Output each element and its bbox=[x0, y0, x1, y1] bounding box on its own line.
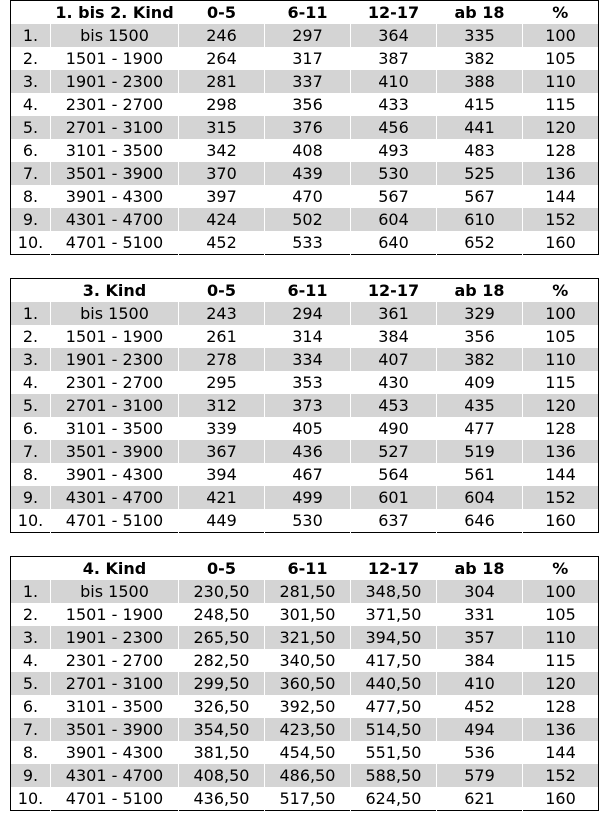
row-number: 2. bbox=[22, 49, 39, 68]
table-row bbox=[11, 509, 599, 533]
table-cell: 533 bbox=[265, 231, 351, 255]
row-number: 3. bbox=[11, 70, 51, 93]
table-cell: 152 bbox=[523, 208, 599, 231]
row-number: 1. bbox=[11, 580, 51, 603]
table-row bbox=[11, 787, 599, 811]
table-cell: 394 bbox=[179, 463, 265, 486]
table-cell: 604 bbox=[351, 208, 437, 231]
table-row bbox=[11, 649, 599, 672]
header-cell: 3. Kind bbox=[82, 281, 147, 300]
table-cell: 115 bbox=[523, 93, 599, 116]
table-cell: 392,50 bbox=[265, 695, 351, 718]
table-cell: 248,50 bbox=[179, 603, 265, 626]
table-cell: 456 bbox=[351, 116, 437, 139]
header-cell bbox=[11, 557, 51, 581]
table-row bbox=[11, 440, 599, 463]
row-number: 10. bbox=[17, 233, 44, 252]
header-cell: 12-17 bbox=[367, 559, 420, 578]
row-number: 6. bbox=[22, 141, 39, 160]
income-range: 4701 - 5100 bbox=[51, 231, 179, 255]
row-number: 9. bbox=[11, 208, 51, 231]
table-cell: 436 bbox=[265, 440, 351, 463]
table-cell: 441 bbox=[437, 116, 523, 139]
table-cell: 264 bbox=[179, 47, 265, 70]
table-cell: 527 bbox=[351, 440, 437, 463]
header-cell: 12-17 bbox=[367, 281, 420, 300]
table-cell: 410 bbox=[437, 672, 523, 695]
table-cell: 551,50 bbox=[351, 741, 437, 764]
table-row bbox=[11, 371, 599, 394]
table-cell: 430 bbox=[351, 371, 437, 394]
table-cell: 470 bbox=[265, 185, 351, 208]
table-cell: 436,50 bbox=[179, 787, 265, 811]
row-number: 3. bbox=[11, 626, 51, 649]
table-cell: 454,50 bbox=[265, 741, 351, 764]
income-range: bis 1500 bbox=[51, 580, 179, 603]
income-range: 3901 - 4300 bbox=[51, 741, 179, 764]
table-cell: 415 bbox=[437, 93, 523, 116]
table-cell: 601 bbox=[351, 486, 437, 509]
table-cell: 453 bbox=[351, 394, 437, 417]
table-row bbox=[11, 741, 599, 764]
table-cell: 315 bbox=[179, 116, 265, 139]
row-number: 8. bbox=[22, 743, 39, 762]
income-range: 1501 - 1900 bbox=[51, 325, 179, 348]
table-cell: 281 bbox=[179, 70, 265, 93]
table-cell: 120 bbox=[523, 394, 599, 417]
table-cell: 281,50 bbox=[265, 580, 351, 603]
table-cell: 356 bbox=[437, 325, 523, 348]
row-number: 4. bbox=[22, 373, 39, 392]
table-cell: 136 bbox=[523, 440, 599, 463]
table-cell: 278 bbox=[179, 348, 265, 371]
table-cell: 110 bbox=[523, 626, 599, 649]
table-cell: 394,50 bbox=[351, 626, 437, 649]
table-cell: 561 bbox=[437, 463, 523, 486]
header-cell: ab 18 bbox=[454, 3, 505, 22]
table-cell: 301,50 bbox=[265, 603, 351, 626]
table-cell: 525 bbox=[437, 162, 523, 185]
header-cell: 1. bis 2. Kind bbox=[55, 3, 174, 22]
table-row bbox=[11, 580, 599, 603]
table-row bbox=[11, 626, 599, 649]
table-cell: 298 bbox=[179, 93, 265, 116]
table-cell: 120 bbox=[523, 116, 599, 139]
table-cell: 433 bbox=[351, 93, 437, 116]
income-range: 3901 - 4300 bbox=[51, 463, 179, 486]
table-cell: 246 bbox=[179, 24, 265, 47]
table-cell: 382 bbox=[437, 348, 523, 371]
table-cell: 317 bbox=[265, 47, 351, 70]
income-range: 4301 - 4700 bbox=[51, 764, 179, 787]
table-cell: 376 bbox=[265, 116, 351, 139]
table-cell: 282,50 bbox=[179, 649, 265, 672]
income-range: 3101 - 3500 bbox=[51, 139, 179, 162]
table-cell: 579 bbox=[437, 764, 523, 787]
table-cell: 409 bbox=[437, 371, 523, 394]
table-cell: 128 bbox=[523, 139, 599, 162]
table-cell: 490 bbox=[351, 417, 437, 440]
income-range: 3501 - 3900 bbox=[51, 718, 179, 741]
income-range: 1901 - 2300 bbox=[51, 348, 179, 371]
table-cell: 110 bbox=[523, 348, 599, 371]
table-cell: 261 bbox=[179, 325, 265, 348]
table-cell: 100 bbox=[523, 24, 599, 47]
row-number: 10. bbox=[17, 789, 44, 808]
table-cell: 364 bbox=[351, 24, 437, 47]
row-number: 10. bbox=[17, 511, 44, 530]
table-cell: 339 bbox=[179, 417, 265, 440]
header-cell: 6-11 bbox=[287, 281, 328, 300]
table-cell: 100 bbox=[523, 580, 599, 603]
table-row bbox=[11, 394, 599, 417]
table-cell: 360,50 bbox=[265, 672, 351, 695]
table-row bbox=[11, 695, 599, 718]
header-cell: % bbox=[552, 281, 569, 300]
table-cell: 435 bbox=[437, 394, 523, 417]
header-cell bbox=[11, 1, 51, 25]
table-cell: 265,50 bbox=[179, 626, 265, 649]
table-cell: 421 bbox=[179, 486, 265, 509]
table-cell: 637 bbox=[351, 509, 437, 533]
table-cell: 100 bbox=[523, 302, 599, 325]
income-range: 4301 - 4700 bbox=[51, 486, 179, 509]
table-cell: 381,50 bbox=[179, 741, 265, 764]
table-cell: 335 bbox=[437, 24, 523, 47]
table-cell: 486,50 bbox=[265, 764, 351, 787]
table-cell: 331 bbox=[437, 603, 523, 626]
header-cell: 0-5 bbox=[207, 281, 236, 300]
income-range: 2701 - 3100 bbox=[51, 116, 179, 139]
header-cell: 0-5 bbox=[207, 559, 236, 578]
table-row bbox=[11, 348, 599, 371]
table-cell: 493 bbox=[351, 139, 437, 162]
table-cell: 329 bbox=[437, 302, 523, 325]
table-cell: 160 bbox=[523, 509, 599, 533]
table-cell: 483 bbox=[437, 139, 523, 162]
row-number: 3. bbox=[11, 348, 51, 371]
table-cell: 304 bbox=[437, 580, 523, 603]
table-cell: 115 bbox=[523, 649, 599, 672]
row-number: 9. bbox=[11, 486, 51, 509]
table-cell: 105 bbox=[523, 325, 599, 348]
table-cell: 152 bbox=[523, 764, 599, 787]
table-row bbox=[11, 70, 599, 93]
table-cell: 312 bbox=[179, 394, 265, 417]
table-row bbox=[11, 231, 599, 255]
table-cell: 160 bbox=[523, 231, 599, 255]
table-row bbox=[11, 162, 599, 185]
income-range: 2701 - 3100 bbox=[51, 394, 179, 417]
table-cell: 397 bbox=[179, 185, 265, 208]
income-range: 1901 - 2300 bbox=[51, 70, 179, 93]
row-number: 8. bbox=[22, 465, 39, 484]
header-row bbox=[11, 279, 599, 303]
table-row bbox=[11, 417, 599, 440]
table-cell: 340,50 bbox=[265, 649, 351, 672]
table-cell: 502 bbox=[265, 208, 351, 231]
table-cell: 517,50 bbox=[265, 787, 351, 811]
table-cell: 424 bbox=[179, 208, 265, 231]
row-number: 7. bbox=[11, 440, 51, 463]
table-cell: 408 bbox=[265, 139, 351, 162]
row-number: 5. bbox=[11, 116, 51, 139]
row-number: 4. bbox=[22, 95, 39, 114]
table-cell: 652 bbox=[437, 231, 523, 255]
income-range: bis 1500 bbox=[51, 302, 179, 325]
table-cell: 514,50 bbox=[351, 718, 437, 741]
table-cell: 326,50 bbox=[179, 695, 265, 718]
row-number: 5. bbox=[11, 672, 51, 695]
header-cell bbox=[11, 279, 51, 303]
header-cell: 4. Kind bbox=[82, 559, 147, 578]
table-cell: 621 bbox=[437, 787, 523, 811]
income-range: 3101 - 3500 bbox=[51, 417, 179, 440]
table-cell: 452 bbox=[437, 695, 523, 718]
table-4-kind bbox=[10, 556, 599, 811]
table-cell: 128 bbox=[523, 695, 599, 718]
income-range: 3901 - 4300 bbox=[51, 185, 179, 208]
table-cell: 477 bbox=[437, 417, 523, 440]
row-number: 6. bbox=[22, 419, 39, 438]
table-cell: 452 bbox=[179, 231, 265, 255]
table-cell: 410 bbox=[351, 70, 437, 93]
table-cell: 144 bbox=[523, 185, 599, 208]
table-cell: 467 bbox=[265, 463, 351, 486]
table-row bbox=[11, 139, 599, 162]
table-cell: 354,50 bbox=[179, 718, 265, 741]
table-row bbox=[11, 208, 599, 231]
income-range: 1901 - 2300 bbox=[51, 626, 179, 649]
table-cell: 110 bbox=[523, 70, 599, 93]
income-range: 1501 - 1900 bbox=[51, 47, 179, 70]
table-row bbox=[11, 718, 599, 741]
row-number: 7. bbox=[11, 162, 51, 185]
table-row bbox=[11, 302, 599, 325]
table-cell: 120 bbox=[523, 672, 599, 695]
table-row bbox=[11, 603, 599, 626]
header-cell: % bbox=[552, 559, 569, 578]
table-cell: 371,50 bbox=[351, 603, 437, 626]
table-cell: 348,50 bbox=[351, 580, 437, 603]
table-cell: 384 bbox=[351, 325, 437, 348]
table-cell: 640 bbox=[351, 231, 437, 255]
table-row bbox=[11, 764, 599, 787]
table-cell: 357 bbox=[437, 626, 523, 649]
table-cell: 230,50 bbox=[179, 580, 265, 603]
table-cell: 407 bbox=[351, 348, 437, 371]
table-cell: 144 bbox=[523, 741, 599, 764]
header-cell: % bbox=[552, 3, 569, 22]
header-cell: 12-17 bbox=[367, 3, 420, 22]
table-cell: 136 bbox=[523, 162, 599, 185]
table-cell: 519 bbox=[437, 440, 523, 463]
table-cell: 646 bbox=[437, 509, 523, 533]
income-range: 2301 - 2700 bbox=[51, 93, 179, 116]
table-cell: 243 bbox=[179, 302, 265, 325]
table-cell: 314 bbox=[265, 325, 351, 348]
table-cell: 610 bbox=[437, 208, 523, 231]
table-cell: 408,50 bbox=[179, 764, 265, 787]
table-row bbox=[11, 185, 599, 208]
row-number: 8. bbox=[22, 187, 39, 206]
row-number: 7. bbox=[11, 718, 51, 741]
table-cell: 624,50 bbox=[351, 787, 437, 811]
table-cell: 334 bbox=[265, 348, 351, 371]
table-cell: 367 bbox=[179, 440, 265, 463]
table-row bbox=[11, 93, 599, 116]
table-row bbox=[11, 47, 599, 70]
table-cell: 417,50 bbox=[351, 649, 437, 672]
table-cell: 353 bbox=[265, 371, 351, 394]
table-row bbox=[11, 672, 599, 695]
table-cell: 321,50 bbox=[265, 626, 351, 649]
table-cell: 152 bbox=[523, 486, 599, 509]
table-cell: 477,50 bbox=[351, 695, 437, 718]
table-cell: 388 bbox=[437, 70, 523, 93]
table-cell: 588,50 bbox=[351, 764, 437, 787]
header-cell: ab 18 bbox=[454, 559, 505, 578]
table-cell: 499 bbox=[265, 486, 351, 509]
table-cell: 295 bbox=[179, 371, 265, 394]
header-row bbox=[11, 557, 599, 581]
table-cell: 382 bbox=[437, 47, 523, 70]
header-cell: 6-11 bbox=[287, 3, 328, 22]
income-range: 2301 - 2700 bbox=[51, 649, 179, 672]
income-range: 4301 - 4700 bbox=[51, 208, 179, 231]
header-row bbox=[11, 1, 599, 25]
income-range: 2701 - 3100 bbox=[51, 672, 179, 695]
income-range: 4701 - 5100 bbox=[51, 787, 179, 811]
row-number: 1. bbox=[11, 24, 51, 47]
table-cell: 144 bbox=[523, 463, 599, 486]
table-cell: 494 bbox=[437, 718, 523, 741]
income-range: 3101 - 3500 bbox=[51, 695, 179, 718]
table-cell: 370 bbox=[179, 162, 265, 185]
income-range: bis 1500 bbox=[51, 24, 179, 47]
table-1-bis-2-kind bbox=[10, 0, 599, 255]
row-number: 2. bbox=[22, 327, 39, 346]
income-range: 3501 - 3900 bbox=[51, 162, 179, 185]
table-cell: 530 bbox=[265, 509, 351, 533]
header-cell: 6-11 bbox=[287, 559, 328, 578]
table-cell: 423,50 bbox=[265, 718, 351, 741]
table-cell: 160 bbox=[523, 787, 599, 811]
table-cell: 387 bbox=[351, 47, 437, 70]
table-cell: 299,50 bbox=[179, 672, 265, 695]
table-cell: 439 bbox=[265, 162, 351, 185]
table-row bbox=[11, 463, 599, 486]
table-cell: 536 bbox=[437, 741, 523, 764]
row-number: 4. bbox=[22, 651, 39, 670]
row-number: 5. bbox=[11, 394, 51, 417]
table-cell: 604 bbox=[437, 486, 523, 509]
table-cell: 384 bbox=[437, 649, 523, 672]
row-number: 1. bbox=[11, 302, 51, 325]
table-row bbox=[11, 116, 599, 139]
table-row bbox=[11, 24, 599, 47]
table-cell: 373 bbox=[265, 394, 351, 417]
table-cell: 294 bbox=[265, 302, 351, 325]
table-cell: 449 bbox=[179, 509, 265, 533]
table-cell: 567 bbox=[437, 185, 523, 208]
income-range: 4701 - 5100 bbox=[51, 509, 179, 533]
table-cell: 128 bbox=[523, 417, 599, 440]
header-cell: 0-5 bbox=[207, 3, 236, 22]
table-cell: 440,50 bbox=[351, 672, 437, 695]
table-cell: 405 bbox=[265, 417, 351, 440]
table-row bbox=[11, 486, 599, 509]
table-cell: 337 bbox=[265, 70, 351, 93]
row-number: 2. bbox=[22, 605, 39, 624]
table-cell: 115 bbox=[523, 371, 599, 394]
table-cell: 105 bbox=[523, 47, 599, 70]
table-cell: 105 bbox=[523, 603, 599, 626]
table-cell: 342 bbox=[179, 139, 265, 162]
income-range: 1501 - 1900 bbox=[51, 603, 179, 626]
table-cell: 530 bbox=[351, 162, 437, 185]
table-cell: 136 bbox=[523, 718, 599, 741]
row-number: 6. bbox=[22, 697, 39, 716]
table-cell: 361 bbox=[351, 302, 437, 325]
table-3-kind bbox=[10, 278, 599, 533]
table-cell: 567 bbox=[351, 185, 437, 208]
income-range: 2301 - 2700 bbox=[51, 371, 179, 394]
header-cell: ab 18 bbox=[454, 281, 505, 300]
income-range: 3501 - 3900 bbox=[51, 440, 179, 463]
table-row bbox=[11, 325, 599, 348]
table-cell: 356 bbox=[265, 93, 351, 116]
table-cell: 297 bbox=[265, 24, 351, 47]
table-cell: 564 bbox=[351, 463, 437, 486]
row-number: 9. bbox=[11, 764, 51, 787]
